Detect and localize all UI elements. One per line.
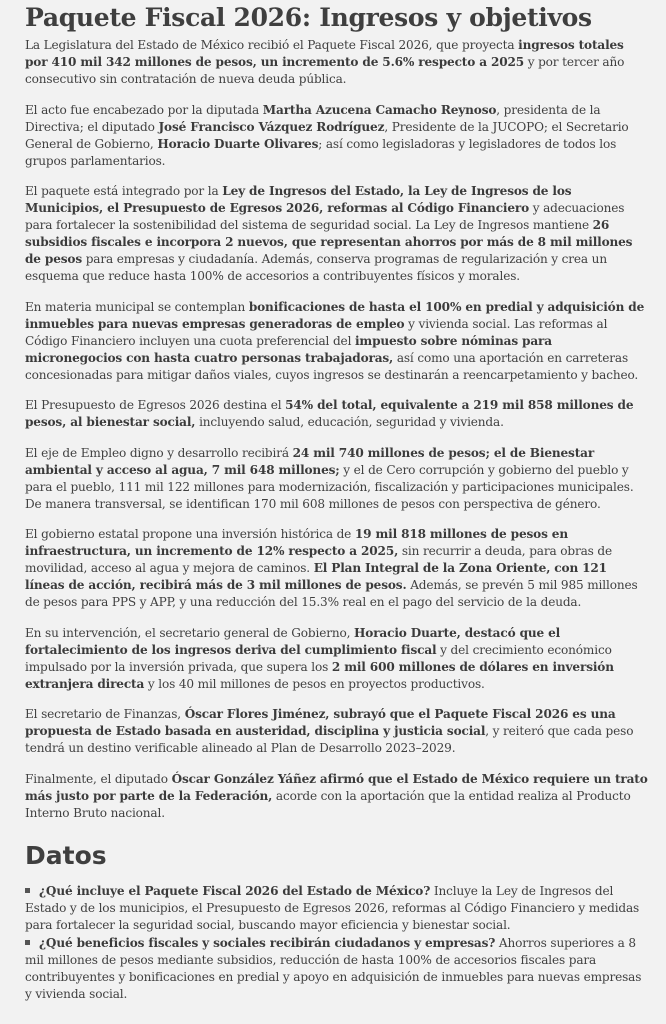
paragraph [25,771,648,822]
text: así como una aportación en carreteras concesionadas para mitigar daños viales, cuyos ingresos se destinarán a reencarpetamiento y bacheo. [25,350,639,382]
text: y del crecimiento económico impulsado por la inversión privada, que supera los [25,642,612,674]
datos-heading: Datos [25,841,107,870]
text: incluyendo salud, educación, seguridad y vivienda. [195,415,504,429]
text: El Presupuesto de Egresos 2026 destina el [25,398,286,412]
bold-text: impuesto sobre nóminas para micronegocios con hasta cuatro personas trabajadoras, [25,333,552,365]
bold-text: 26 subsidios fiscales e incorpora 2 nuevos, que representan ahorros por más de 8 mil millones de pesos [25,218,633,266]
bold-text: Óscar González Yáñez afirmó que el Estado de México requiere un trato más justo por parte de la Federación, [25,771,648,803]
bold-text: Martha Azucena Camacho Reynoso [262,102,497,117]
datos-list [25,883,648,1003]
text: acorde con la aportación que la entidad realiza al Producto Interno Bruto nacional. [25,788,631,820]
paragraph [25,37,648,88]
square-bullet-icon [25,940,30,945]
text: El eje de Empleo digno y desarrollo recibirá [25,445,293,460]
text: y los 40 mil millones de pesos en proyectos productivos. [144,676,485,691]
square-bullet-icon [25,888,30,893]
faq-answer: Incluye la Ley de Ingresos del Estado y de los municipios, el Presupuesto de Egresos 2026, reformas al Código Financiero y medidas para fortalecer la seguridad social, buscando mayor eficiencia y bienestar social. [25,884,640,932]
bold-text: José Francisco Vázquez Rodríguez [158,119,385,134]
bold-text: bonificaciones de hasta el 100% en predial y adquisición de inmuebles para nuevas empresas generadoras de empleo [25,299,645,331]
text: El secretario de Finanzas, [25,707,185,721]
faq-answer: Ahorros superiores a 8 mil millones de pesos mediante subsidios, reducción de hasta 100% de accesorios fiscales para contribuyentes y bonificaciones en predial y apoyo en adquisición de inmuebles para nuevas empresas y vivienda social. [25,936,642,1001]
paragraph [25,299,648,384]
text: , Presidente de la JUCOPO; el Secretario General de Gobierno, [25,119,629,151]
text: Finalmente, el diputado [25,771,172,786]
text: El paquete está integrado por la [25,184,223,198]
bold-text: 54% del total, equivalente a 219 mil 858 millones de pesos, al bienestar social, [25,398,634,429]
text: y adecuaciones para fortalecer la sostenibilidad del sistema de seguridad social. La Ley de Ingresos mantiene [25,201,625,232]
bold-text: 2 mil 600 millones de dólares en inversión extranjera directa [25,659,614,691]
list-item [25,935,648,1003]
article-title: Paquete Fiscal 2026: Ingresos y objetivos [25,3,592,32]
text: El acto fue encabezado por la diputada [25,102,263,117]
paragraph [25,397,648,431]
text: El gobierno estatal propone una inversión histórica de [25,527,355,541]
paragraph [25,526,648,611]
text: ; así como legisladoras y legisladores de todos los grupos parlamentarios. [25,136,617,168]
text: Además, se prevén 5 mil 985 millones de pesos para PPS y APP, y una reducción del 15.3% real en el pago del servicio de la deuda. [25,578,638,609]
paragraph [25,706,648,757]
paragraph [25,102,648,170]
text: La Legislatura del Estado de México recibió el Paquete Fiscal 2026, que proyecta [25,38,519,52]
text: En su intervención, el secretario general de Gobierno, [25,625,355,640]
bold-text: Óscar Flores Jiménez, subrayó que el Paquete Fiscal 2026 es una propuesta de Estado basada en austeridad, disciplina y justicia social [25,707,616,738]
bold-text: Ley de Ingresos del Estado, la Ley de Ingresos de los Municipios, el Presupuesto de Egresos 2026, reformas al Código Financiero [25,184,572,215]
bold-text: 19 mil 818 millones de pesos en infraestructura, un incremento de 12% respecto a 2025, [25,527,568,558]
text: sin recurrir a deuda, para obras de movilidad, acceso al agua y mejora de caminos. [25,544,612,575]
paragraph [25,183,648,285]
text: y por tercer año consecutivo sin contratación de nueva deuda pública. [25,55,625,86]
paragraph [25,445,648,513]
text: , presidenta de la Directiva; el diputado [25,102,601,134]
text: En materia municipal se contemplan [25,299,249,314]
bold-text: El Plan Integral de la Zona Oriente, con 121 líneas de acción, recibirá más de 3 mil millones de pesos. [25,561,607,592]
text: y el de Cero corrupción y gobierno del pueblo y para el pueblo, 111 mil 122 millones para modernización, fiscalización y participaciones municipales. De manera transversal, se identifican 170 mil 608 millones de pesos con perspectiva de género. [25,462,634,511]
list-item [25,883,648,934]
text: , y reiteró que cada peso tendrá un destino verificable alineado al Plan de Desarrollo 2023–2029. [25,724,634,755]
faq-question: ¿Qué beneficios fiscales y sociales recibirán ciudadanos y empresas? [39,936,496,950]
text: y vivienda social. Las reformas al Código Financiero incluyen una cuota preferencial del [25,316,608,348]
bold-text: Horacio Duarte, destacó que el fortalecimiento de los ingresos deriva del cumplimiento fiscal [25,625,561,657]
paragraph [25,625,648,693]
article-body [25,37,648,822]
bold-text: ingresos totales por 410 mil 342 millones de pesos, un incremento de 5.6% respecto a 2025 [25,38,624,69]
faq-question: ¿Qué incluye el Paquete Fiscal 2026 del Estado de México? [39,884,431,898]
bold-text: 24 mil 740 millones de pesos; el de Bienestar ambiental y acceso al agua, 7 mil 648 millones; [25,445,595,477]
bold-text: Horacio Duarte Olivares [157,136,319,151]
text: para empresas y ciudadanía. Además, conserva programas de regularización y crea un esquema que reduce hasta 100% de accesorios a contribuyentes físicos y morales. [25,252,607,283]
